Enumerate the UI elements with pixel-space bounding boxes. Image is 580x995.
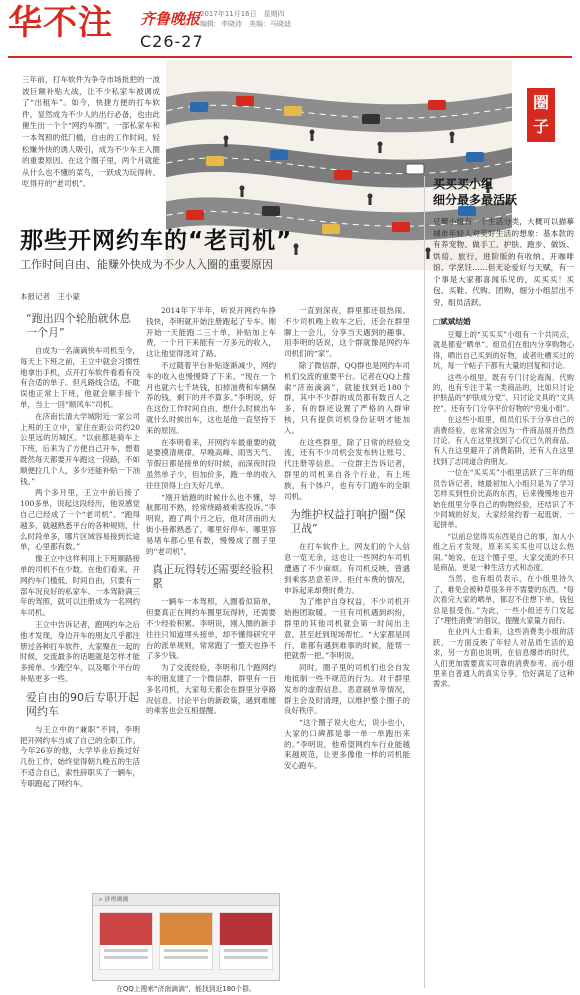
body-paragraph: 一辆车一本驾照，入圈看似简单，但要真正在网约车圈里玩得转，还需要不少经验积累。李明说，刚入圈的新手往往只知道埋头接单，却不懂得研究平台的派单规则，常常跑了一整天也挣不了多少钱。 (146, 597, 276, 661)
body-paragraph: 王立中告诉记者，跑网约车之后他才发现，身边开车的朋友几乎都注册过各种打车软件，大家聚在一起的时候，交流最多的话题就是怎样才能多接单、少跑空车，以及哪个平台的补贴更多一些。 (20, 619, 140, 683)
body-paragraph: 在业内人士看来，这些消费类小组的活跃，一方面反映了年轻人对品质生活的追求，另一方面也说明，在信息爆炸的时代，人们更加需要真实可靠的消费参考。而小组里来自普通人的真实分享，恰好满足了这种需求。 (433, 627, 574, 689)
article-column-1 (20, 306, 140, 986)
article-column-3 (284, 306, 410, 986)
qq-search-screenshot (92, 893, 280, 981)
body-paragraph: 两个多月里，王立中前后接了100多单，说起这段经历，他说感觉自己已经成了一个“老司机”。“跑得越多，就越熟悉平台的各种规则，什么时段单多，哪片区域容易接到长途单，心里都有数。” (20, 488, 140, 552)
group-card (219, 912, 273, 970)
body-paragraph: “刚开始跑的时候什么也不懂，导航都用不熟，经常绕路被乘客投诉。”李明说，跑了两个月之后，他对济南的大街小巷都熟悉了，哪里好停车、哪里容易堵车都心里有数，慢慢成了圈子里的“老司机”。 (146, 492, 276, 556)
issue-date: 2017年11月16日 星期四 (200, 10, 285, 18)
article-headline: 那些开网约车的“老司机” (20, 228, 293, 254)
body-paragraph: 除了微信群，QQ群也是网约车司机们交流的重要平台。记者在QQ上搜索“济南滴滴”，就能找到近180个群，其中不少群的成员都有数百人之多，有的群还设置了严格的入群审核，只有提供司机身份证明才能加入。 (284, 360, 410, 435)
body-paragraph: 一直到深夜，群里都还很热闹。不少司机晚上收车之后，还会在群里聊上一会儿，分享当天遇到的趣事。用李明的话说，这个群就像是网约车司机们的“家”。 (284, 306, 410, 359)
sidebar-article (424, 176, 574, 988)
sidebar-subtitle: 细分最多最活跃 (433, 193, 518, 207)
article-column-2 (146, 306, 276, 986)
editor-line: 编辑：李晓沛 美编：马晓迪 (200, 20, 291, 28)
body-paragraph: 一位在“买买买”小组里活跃了三年的组员告诉记者，她最初加入小组只是为了学习怎样买到性价比高的东西，后来慢慢地也开始在组里分享自己的购物经验，还结识了不少同城的好友，大家经常约着一起逛街、一起拼单。 (433, 468, 574, 530)
body-paragraph: 与王立中的“兼职”不同，李明把开网约车当成了自己的全职工作。今年26岁的他，大学毕业后换过好几份工作，始终觉得朝九晚五的生活不适合自己，索性辞职买了一辆车，专职跑起了网约车。 (20, 724, 140, 788)
search-text: 济南滴滴 (104, 896, 129, 903)
page-number: C26-27 (140, 32, 204, 51)
body-paragraph: 自成为一名滴滴快车司机至今，每天上下班之前，王立中就会习惯性地拿出手机，点开打车软件看看有没有合适的单子。但凡路线合适，不耽误他正常上下班，他就会顺手接个单，当上一回“顺风车”司机。 (20, 346, 140, 409)
section-badge: 圈子 (527, 88, 555, 142)
masthead-rule (8, 56, 572, 58)
masthead (0, 0, 580, 62)
body-paragraph: 像王立中这样利用上下班顺路接单的司机不在少数。在他们看来，开网约车门槛低、时间自由，只要有一部车况良好的私家车、一本驾龄满三年的驾照，就可以注册成为一名网约车司机。 (20, 554, 140, 618)
group-card (159, 912, 213, 970)
body-paragraph: 2014年下半年，听说开网约车挣钱快，李明就开始注册跑起了专车。刚开始一天能跑二三十单，补贴加上车费，一个月下来能有一万多元的收入，这让他觉得选对了路。 (146, 306, 276, 359)
body-paragraph: 为了交流经验，李明和几个跑网约车的朋友建了一个微信群，群里有一百多名司机，大家每天都会在群里分享路况信息、讨论平台的新政策，遇到难缠的乘客也会互相提醒。 (146, 663, 276, 716)
section-heading: 真正玩得转还需要经验积累 (152, 563, 273, 591)
body-paragraph: “以前总觉得买东西是自己的事，加入小组之后才发现，原来买买买也可以这么热闹。”她说，在这个圈子里，大家交流的不只是商品，更是一种生活方式和态度。 (433, 531, 574, 572)
section-title: 华不注 (8, 3, 113, 43)
body-paragraph: 在这些群里，除了日常的经验交流，还有不少司机会发布转让账号、代注册等信息。一位群主告诉记者，群里的司机来自各个行业，有上班族，有个体户，也有专门跑车的全职司机。 (284, 437, 410, 501)
intro-paragraph: 三年前，打车软件为争夺市场批把的一波波巨额补贴大战，让不少私家车被调成了“出租车”。如今，快捷方便的打车软件，显然成为不少人的出行必备，也由此催生出一个个“网约车圈”。一部私家车和一本驾照的低门槛，自由的工作时间，轻松赚外快的诱人吸引，成为不少车主入圈的重要原因。在这个圈子里，两个月就能从什么也不懂的菜鸟，一跃成为玩得转、吃得开的“老司机”。 (22, 75, 160, 189)
article-subhead: 工作时间自由、能赚外快成为不少人入圈的重要原因 (20, 258, 273, 271)
body-paragraph: 在李明看来，开网约车最重要的就是要摸清规律。早晚高峰、雨雪天气、节假日都是接单的好时候，而深夜时段虽然单子少，但加价多，跑一单的收入往往顶得上白天好几单。 (146, 437, 276, 490)
article-byline: 本报记者 王小蒙 (20, 292, 80, 301)
body-paragraph: 在这些小组里，组员们乐于分享自己的消费经验，也常常会因为一件商品展开热烈讨论。有人在这里找到了心仪已久的商品，有人在这里避开了消费陷阱，还有人在这里找到了志同道合的朋友。 (433, 415, 574, 466)
section-heading: 爱自由的90后专职开起网约车 (26, 690, 139, 718)
body-paragraph: “这个圈子说大也大，说小也小，大家的口碑都是靠一单一单跑出来的。”李明说，他希望网约车行业能越来越规范，让更多像他一样的司机能安心跑车。 (284, 718, 410, 771)
sidebar-summary: 豆瓣小组有一个生活分类，大概可以描摹城市年轻人对美好生活的想象：基本款的有养宠物、做手工、护肤、跑步、做饭、烘焙、旅行，进阶版的有收纳、开咖啡馆、学烹饪……但无论爱好与天赋，有一个事是大家都喜闻乐见的，买买买！买包、买鞋、代购、团购，细分小组层出不穷，组员活跃。 (433, 217, 574, 307)
body-paragraph: 同时，圈子里的司机们也会自发地抵制一些不规范的行为。对于群里发布的虚假信息、恶意刷单等情况，群主会及时清理，以维护整个圈子的良好秩序。 (284, 663, 410, 716)
body-paragraph: 这些小组里，既有专门讨论海淘、代购的，也有专注于某一类商品的，比如只讨论护肤品的“护肤成分党”、只讨论文具的“文具控”，还有专门分享平价好物的“穷鬼小组”。 (433, 372, 574, 413)
sidebar-byline: □斌斌结婚 (433, 317, 471, 326)
body-paragraph: 不过随着平台补贴逐渐减少，网约车的收入也慢慢降了下来。“现在一个月也就六七千块钱，扣掉油费和车辆保养的钱，剩下的并不算多。”李明说，好在这份工作时间自由，想什么时候出车就什么时候出车，这也是他一直坚持下来的原因。 (146, 360, 276, 435)
section-heading: “跑出四个轮胎就休息一个月” (26, 312, 131, 339)
search-icon: ⌕ (99, 896, 105, 903)
body-paragraph: 在济南长清大学城附近一家公司上班的王立中，家住在距公司约20公里远的历城区。“以前都是骑车上下班，后来为了方便自己开车，想着既然每天都要开车跑这一段路，不如顺便拉几个人，多少还能补贴一下油钱。” (20, 411, 140, 486)
group-card (99, 912, 153, 970)
body-paragraph: 为了维护自身权益，不少司机开始抱团取暖。一旦有司机遇到纠纷，群里的其他司机就会第一时间出主意，甚至赶到现场帮忙。“大家都是同行，谁都有遇到难事的时候，能帮一把就帮一把。”李明说。 (284, 597, 410, 661)
paper-logo: 齐鲁晚报 (140, 10, 201, 28)
body-paragraph: 在打车软件上，网友们的个人信息一览无余，这也让一些网约车司机遭遇了不少麻烦。有司机反映，曾遇到乘客恶意差评、拒付车费的情况，申诉起来却费时费力。 (284, 542, 410, 595)
body-paragraph: 当然，也有组员表示，在小组里待久了，难免会被种草很多并不需要的东西，“每次看完大家的晒单，都忍不住想下单，钱包总是很受伤。”为此，一些小组还专门发起了“理性消费”的倡议，提醒大家量力而行。 (433, 574, 574, 625)
search-bar (93, 894, 279, 906)
sidebar-body (433, 330, 574, 890)
body-paragraph: 豆瓣上的“买买买”小组有一个共同点，就是都爱“晒单”。组员们在组内分享购物心得，晒出自己买到的好物，或者吐槽买过的坑，每一个帖子下都有大量的回复和讨论。 (433, 330, 574, 371)
sidebar-title: 买买买小组 (433, 177, 494, 191)
section-heading: 为维护权益打响护圈“保卫战” (290, 508, 406, 536)
screenshot-caption: 在QQ上搜索“济南滴滴”，能找到近180个群。 (116, 985, 256, 993)
